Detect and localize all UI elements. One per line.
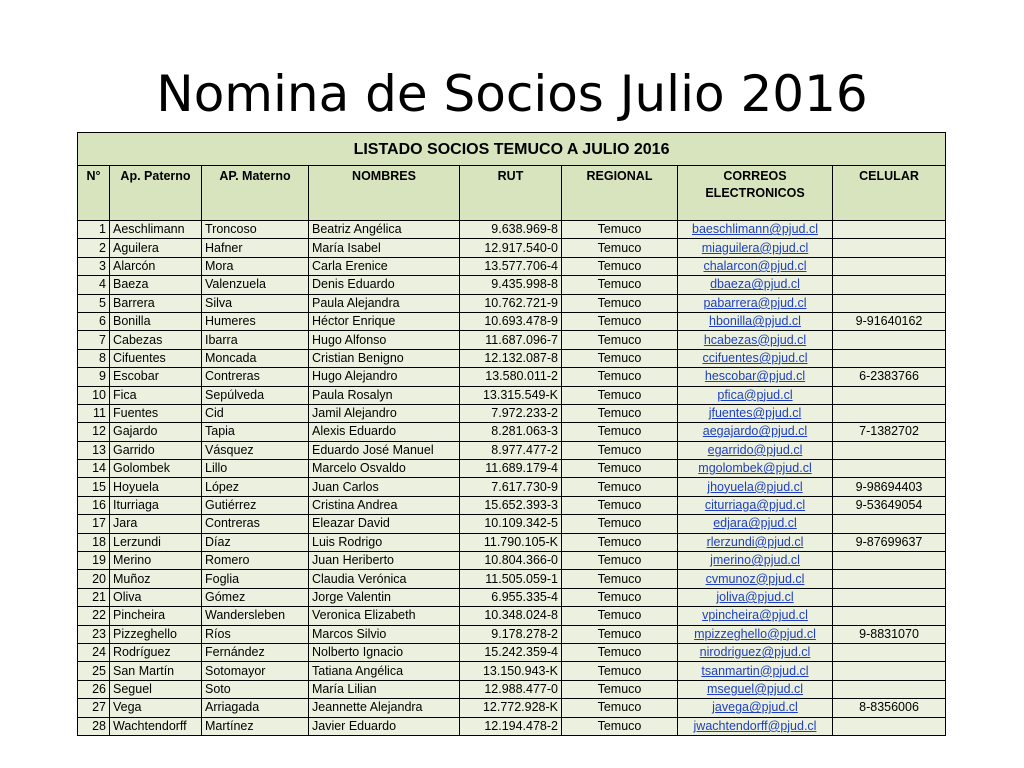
table-banner: LISTADO SOCIOS TEMUCO A JULIO 2016 — [78, 133, 946, 166]
email-link[interactable]: aegajardo@pjud.cl — [678, 423, 833, 441]
cell-celular — [833, 257, 946, 275]
cell-number: 7 — [78, 331, 110, 349]
cell-nombres: Denis Eduardo — [309, 276, 460, 294]
cell-number: 21 — [78, 588, 110, 606]
email-link[interactable]: hescobar@pjud.cl — [678, 368, 833, 386]
cell-regional: Temuco — [562, 368, 678, 386]
members-table — [77, 132, 946, 736]
cell-rut: 9.638.969-8 — [460, 221, 562, 239]
cell-rut: 12.917.540-0 — [460, 239, 562, 257]
cell-number: 8 — [78, 349, 110, 367]
cell-regional: Temuco — [562, 441, 678, 459]
cell-number: 1 — [78, 221, 110, 239]
cell-celular: 9-8831070 — [833, 625, 946, 643]
cell-ap-materno: Sepúlveda — [202, 386, 309, 404]
table-row — [78, 404, 946, 422]
cell-number: 15 — [78, 478, 110, 496]
cell-rut: 7.972.233-2 — [460, 404, 562, 422]
cell-number: 24 — [78, 643, 110, 661]
cell-ap-materno: Silva — [202, 294, 309, 312]
cell-nombres: Juan Carlos — [309, 478, 460, 496]
cell-ap-materno: Wandersleben — [202, 607, 309, 625]
cell-rut: 15.242.359-4 — [460, 643, 562, 661]
cell-nombres: Claudia Verónica — [309, 570, 460, 588]
table-header-row — [78, 166, 946, 221]
cell-rut: 9.435.998-8 — [460, 276, 562, 294]
header-celular: CELULAR — [833, 166, 946, 221]
cell-nombres: Nolberto Ignacio — [309, 643, 460, 661]
cell-ap-materno: López — [202, 478, 309, 496]
cell-ap-paterno: Seguel — [110, 680, 202, 698]
cell-rut: 15.652.393-3 — [460, 496, 562, 514]
table-row — [78, 533, 946, 551]
header-regional: REGIONAL — [562, 166, 678, 221]
cell-regional: Temuco — [562, 257, 678, 275]
cell-rut: 9.178.278-2 — [460, 625, 562, 643]
cell-ap-materno: Gutiérrez — [202, 496, 309, 514]
cell-ap-materno: Cid — [202, 404, 309, 422]
cell-nombres: María Lilian — [309, 680, 460, 698]
cell-nombres: Marcelo Osvaldo — [309, 460, 460, 478]
cell-number: 13 — [78, 441, 110, 459]
cell-nombres: Héctor Enrique — [309, 312, 460, 330]
cell-ap-paterno: Oliva — [110, 588, 202, 606]
cell-number: 18 — [78, 533, 110, 551]
email-link[interactable]: jwachtendorff@pjud.cl — [678, 717, 833, 735]
header-rut: RUT — [460, 166, 562, 221]
cell-regional: Temuco — [562, 349, 678, 367]
cell-celular: 9-53649054 — [833, 496, 946, 514]
email-link[interactable]: hcabezas@pjud.cl — [678, 331, 833, 349]
cell-ap-materno: Mora — [202, 257, 309, 275]
cell-ap-materno: Martínez — [202, 717, 309, 735]
cell-rut: 10.348.024-8 — [460, 607, 562, 625]
cell-regional: Temuco — [562, 221, 678, 239]
table-row — [78, 496, 946, 514]
cell-regional: Temuco — [562, 552, 678, 570]
cell-regional: Temuco — [562, 533, 678, 551]
cell-ap-materno: Tapia — [202, 423, 309, 441]
cell-number: 27 — [78, 699, 110, 717]
cell-ap-materno: Humeres — [202, 312, 309, 330]
cell-celular — [833, 221, 946, 239]
email-link[interactable]: chalarcon@pjud.cl — [678, 257, 833, 275]
cell-nombres: María Isabel — [309, 239, 460, 257]
table-row — [78, 294, 946, 312]
cell-ap-materno: Díaz — [202, 533, 309, 551]
header-ap-paterno: Ap. Paterno — [110, 166, 202, 221]
email-link[interactable]: tsanmartin@pjud.cl — [678, 662, 833, 680]
cell-rut: 6.955.335-4 — [460, 588, 562, 606]
cell-ap-paterno: Merino — [110, 552, 202, 570]
cell-ap-paterno: Aeschlimann — [110, 221, 202, 239]
header-correos: CORREOS ELECTRONICOS — [678, 166, 833, 221]
cell-ap-materno: Soto — [202, 680, 309, 698]
cell-number: 5 — [78, 294, 110, 312]
cell-number: 6 — [78, 312, 110, 330]
table-row — [78, 570, 946, 588]
email-link[interactable]: miaguilera@pjud.cl — [678, 239, 833, 257]
email-link[interactable]: pfica@pjud.cl — [678, 386, 833, 404]
cell-nombres: Juan Heriberto — [309, 552, 460, 570]
cell-ap-paterno: Pincheira — [110, 607, 202, 625]
cell-rut: 12.132.087-8 — [460, 349, 562, 367]
cell-regional: Temuco — [562, 607, 678, 625]
cell-rut: 11.689.179-4 — [460, 460, 562, 478]
table-row — [78, 221, 946, 239]
email-link[interactable]: joliva@pjud.cl — [678, 588, 833, 606]
cell-number: 4 — [78, 276, 110, 294]
cell-ap-materno: Troncoso — [202, 221, 309, 239]
cell-nombres: Paula Rosalyn — [309, 386, 460, 404]
cell-ap-paterno: Alarcón — [110, 257, 202, 275]
cell-number: 20 — [78, 570, 110, 588]
cell-ap-paterno: Baeza — [110, 276, 202, 294]
cell-regional: Temuco — [562, 680, 678, 698]
cell-regional: Temuco — [562, 423, 678, 441]
cell-number: 23 — [78, 625, 110, 643]
table-row — [78, 368, 946, 386]
cell-ap-paterno: Cabezas — [110, 331, 202, 349]
cell-number: 3 — [78, 257, 110, 275]
table-row — [78, 441, 946, 459]
cell-ap-materno: Gómez — [202, 588, 309, 606]
table-row — [78, 588, 946, 606]
cell-ap-materno: Valenzuela — [202, 276, 309, 294]
cell-number: 28 — [78, 717, 110, 735]
email-link[interactable]: jmerino@pjud.cl — [678, 552, 833, 570]
table-row — [78, 662, 946, 680]
cell-regional: Temuco — [562, 294, 678, 312]
cell-celular — [833, 460, 946, 478]
cell-rut: 10.693.478-9 — [460, 312, 562, 330]
cell-celular — [833, 607, 946, 625]
cell-regional: Temuco — [562, 460, 678, 478]
cell-celular — [833, 349, 946, 367]
cell-nombres: Cristina Andrea — [309, 496, 460, 514]
email-link[interactable]: jhoyuela@pjud.cl — [678, 478, 833, 496]
cell-celular — [833, 404, 946, 422]
header-nombres: NOMBRES — [309, 166, 460, 221]
cell-celular: 7-1382702 — [833, 423, 946, 441]
cell-celular — [833, 294, 946, 312]
cell-rut: 12.772.928-K — [460, 699, 562, 717]
cell-rut: 7.617.730-9 — [460, 478, 562, 496]
cell-rut: 13.150.943-K — [460, 662, 562, 680]
email-link[interactable]: baeschlimann@pjud.cl — [678, 221, 833, 239]
cell-number: 9 — [78, 368, 110, 386]
cell-celular — [833, 643, 946, 661]
table-row — [78, 680, 946, 698]
email-link[interactable]: rlerzundi@pjud.cl — [678, 533, 833, 551]
cell-regional: Temuco — [562, 570, 678, 588]
table-row — [78, 699, 946, 717]
cell-regional: Temuco — [562, 515, 678, 533]
cell-regional: Temuco — [562, 699, 678, 717]
cell-celular: 6-2383766 — [833, 368, 946, 386]
cell-ap-paterno: Fica — [110, 386, 202, 404]
cell-nombres: Cristian Benigno — [309, 349, 460, 367]
cell-rut: 8.281.063-3 — [460, 423, 562, 441]
cell-regional: Temuco — [562, 625, 678, 643]
cell-ap-paterno: Hoyuela — [110, 478, 202, 496]
table-row — [78, 478, 946, 496]
cell-ap-paterno: Vega — [110, 699, 202, 717]
cell-ap-paterno: Bonilla — [110, 312, 202, 330]
cell-rut: 12.194.478-2 — [460, 717, 562, 735]
email-link[interactable]: mgolombek@pjud.cl — [678, 460, 833, 478]
cell-ap-paterno: Jara — [110, 515, 202, 533]
cell-nombres: Jeannette Alejandra — [309, 699, 460, 717]
cell-nombres: Hugo Alejandro — [309, 368, 460, 386]
email-link[interactable]: cvmunoz@pjud.cl — [678, 570, 833, 588]
table-row — [78, 257, 946, 275]
cell-celular — [833, 717, 946, 735]
cell-ap-paterno: Cifuentes — [110, 349, 202, 367]
cell-rut: 8.977.477-2 — [460, 441, 562, 459]
email-link[interactable]: edjara@pjud.cl — [678, 515, 833, 533]
table-row — [78, 312, 946, 330]
cell-ap-paterno: Muñoz — [110, 570, 202, 588]
cell-regional: Temuco — [562, 404, 678, 422]
cell-ap-paterno: Barrera — [110, 294, 202, 312]
cell-rut: 12.988.477-0 — [460, 680, 562, 698]
cell-regional: Temuco — [562, 662, 678, 680]
cell-regional: Temuco — [562, 496, 678, 514]
cell-regional: Temuco — [562, 331, 678, 349]
cell-rut: 13.577.706-4 — [460, 257, 562, 275]
cell-nombres: Jorge Valentin — [309, 588, 460, 606]
table-row — [78, 386, 946, 404]
cell-ap-paterno: Lerzundi — [110, 533, 202, 551]
email-link[interactable]: mseguel@pjud.cl — [678, 680, 833, 698]
email-link[interactable]: egarrido@pjud.cl — [678, 441, 833, 459]
cell-nombres: Eduardo José Manuel — [309, 441, 460, 459]
cell-ap-materno: Moncada — [202, 349, 309, 367]
cell-number: 11 — [78, 404, 110, 422]
cell-celular — [833, 662, 946, 680]
cell-celular — [833, 386, 946, 404]
cell-number: 10 — [78, 386, 110, 404]
cell-celular: 9-91640162 — [833, 312, 946, 330]
email-link[interactable]: javega@pjud.cl — [678, 699, 833, 717]
cell-rut: 13.315.549-K — [460, 386, 562, 404]
cell-ap-paterno: Fuentes — [110, 404, 202, 422]
cell-ap-paterno: Iturriaga — [110, 496, 202, 514]
table-row — [78, 515, 946, 533]
cell-ap-materno: Romero — [202, 552, 309, 570]
cell-ap-paterno: Gajardo — [110, 423, 202, 441]
cell-regional: Temuco — [562, 312, 678, 330]
cell-ap-materno: Hafner — [202, 239, 309, 257]
cell-ap-materno: Fernández — [202, 643, 309, 661]
cell-celular — [833, 239, 946, 257]
cell-rut: 11.790.105-K — [460, 533, 562, 551]
cell-nombres: Beatriz Angélica — [309, 221, 460, 239]
cell-ap-paterno: Rodríguez — [110, 643, 202, 661]
cell-celular: 9-98694403 — [833, 478, 946, 496]
cell-celular — [833, 588, 946, 606]
cell-ap-materno: Contreras — [202, 515, 309, 533]
cell-regional: Temuco — [562, 643, 678, 661]
cell-ap-materno: Ibarra — [202, 331, 309, 349]
cell-celular: 9-87699637 — [833, 533, 946, 551]
table-row — [78, 625, 946, 643]
email-link[interactable]: citurriaga@pjud.cl — [678, 496, 833, 514]
cell-celular — [833, 515, 946, 533]
cell-ap-paterno: Golombek — [110, 460, 202, 478]
cell-celular — [833, 276, 946, 294]
cell-celular: 8-8356006 — [833, 699, 946, 717]
table-row — [78, 349, 946, 367]
cell-ap-paterno: Escobar — [110, 368, 202, 386]
email-link[interactable]: ccifuentes@pjud.cl — [678, 349, 833, 367]
cell-celular — [833, 331, 946, 349]
cell-regional: Temuco — [562, 717, 678, 735]
slide-title: Nomina de Socios Julio 2016 — [156, 65, 868, 123]
cell-number: 25 — [78, 662, 110, 680]
cell-nombres: Luis Rodrigo — [309, 533, 460, 551]
table-body — [78, 221, 946, 736]
email-link[interactable]: hbonilla@pjud.cl — [678, 312, 833, 330]
cell-number: 16 — [78, 496, 110, 514]
cell-number: 2 — [78, 239, 110, 257]
email-link[interactable]: nirodriguez@pjud.cl — [678, 643, 833, 661]
cell-ap-paterno: San Martín — [110, 662, 202, 680]
cell-nombres: Tatiana Angélica — [309, 662, 460, 680]
cell-celular — [833, 441, 946, 459]
cell-nombres: Jamil Alejandro — [309, 404, 460, 422]
cell-celular — [833, 570, 946, 588]
cell-nombres: Veronica Elizabeth — [309, 607, 460, 625]
cell-ap-paterno: Garrido — [110, 441, 202, 459]
cell-rut: 10.109.342-5 — [460, 515, 562, 533]
table-row — [78, 607, 946, 625]
email-link[interactable]: dbaeza@pjud.cl — [678, 276, 833, 294]
cell-number: 12 — [78, 423, 110, 441]
table-row — [78, 552, 946, 570]
cell-ap-paterno: Aguilera — [110, 239, 202, 257]
cell-number: 14 — [78, 460, 110, 478]
table-row — [78, 239, 946, 257]
cell-number: 26 — [78, 680, 110, 698]
table-row — [78, 717, 946, 735]
cell-number: 22 — [78, 607, 110, 625]
email-link[interactable]: jfuentes@pjud.cl — [678, 404, 833, 422]
cell-nombres: Carla Erenice — [309, 257, 460, 275]
cell-ap-materno: Lillo — [202, 460, 309, 478]
cell-ap-materno: Contreras — [202, 368, 309, 386]
table-row — [78, 643, 946, 661]
cell-rut: 10.804.366-0 — [460, 552, 562, 570]
table-row — [78, 423, 946, 441]
header-ap-materno: AP. Materno — [202, 166, 309, 221]
cell-regional: Temuco — [562, 478, 678, 496]
cell-celular — [833, 552, 946, 570]
header-number: N° — [78, 166, 110, 221]
cell-regional: Temuco — [562, 588, 678, 606]
cell-ap-paterno: Wachtendorff — [110, 717, 202, 735]
cell-nombres: Eleazar David — [309, 515, 460, 533]
cell-nombres: Marcos Silvio — [309, 625, 460, 643]
cell-regional: Temuco — [562, 239, 678, 257]
table-row — [78, 460, 946, 478]
email-link[interactable]: vpincheira@pjud.cl — [678, 607, 833, 625]
cell-rut: 13.580.011-2 — [460, 368, 562, 386]
cell-ap-materno: Sotomayor — [202, 662, 309, 680]
cell-nombres: Javier Eduardo — [309, 717, 460, 735]
cell-rut: 11.505.059-1 — [460, 570, 562, 588]
cell-rut: 11.687.096-7 — [460, 331, 562, 349]
cell-ap-materno: Ríos — [202, 625, 309, 643]
cell-celular — [833, 680, 946, 698]
cell-ap-materno: Vásquez — [202, 441, 309, 459]
cell-ap-materno: Arriagada — [202, 699, 309, 717]
cell-nombres: Alexis Eduardo — [309, 423, 460, 441]
table-row — [78, 276, 946, 294]
email-link[interactable]: mpizzeghello@pjud.cl — [678, 625, 833, 643]
cell-regional: Temuco — [562, 276, 678, 294]
cell-ap-paterno: Pizzeghello — [110, 625, 202, 643]
email-link[interactable]: pabarrera@pjud.cl — [678, 294, 833, 312]
cell-nombres: Paula Alejandra — [309, 294, 460, 312]
table-row — [78, 331, 946, 349]
cell-number: 19 — [78, 552, 110, 570]
cell-regional: Temuco — [562, 386, 678, 404]
cell-number: 17 — [78, 515, 110, 533]
cell-nombres: Hugo Alfonso — [309, 331, 460, 349]
cell-rut: 10.762.721-9 — [460, 294, 562, 312]
cell-ap-materno: Foglia — [202, 570, 309, 588]
